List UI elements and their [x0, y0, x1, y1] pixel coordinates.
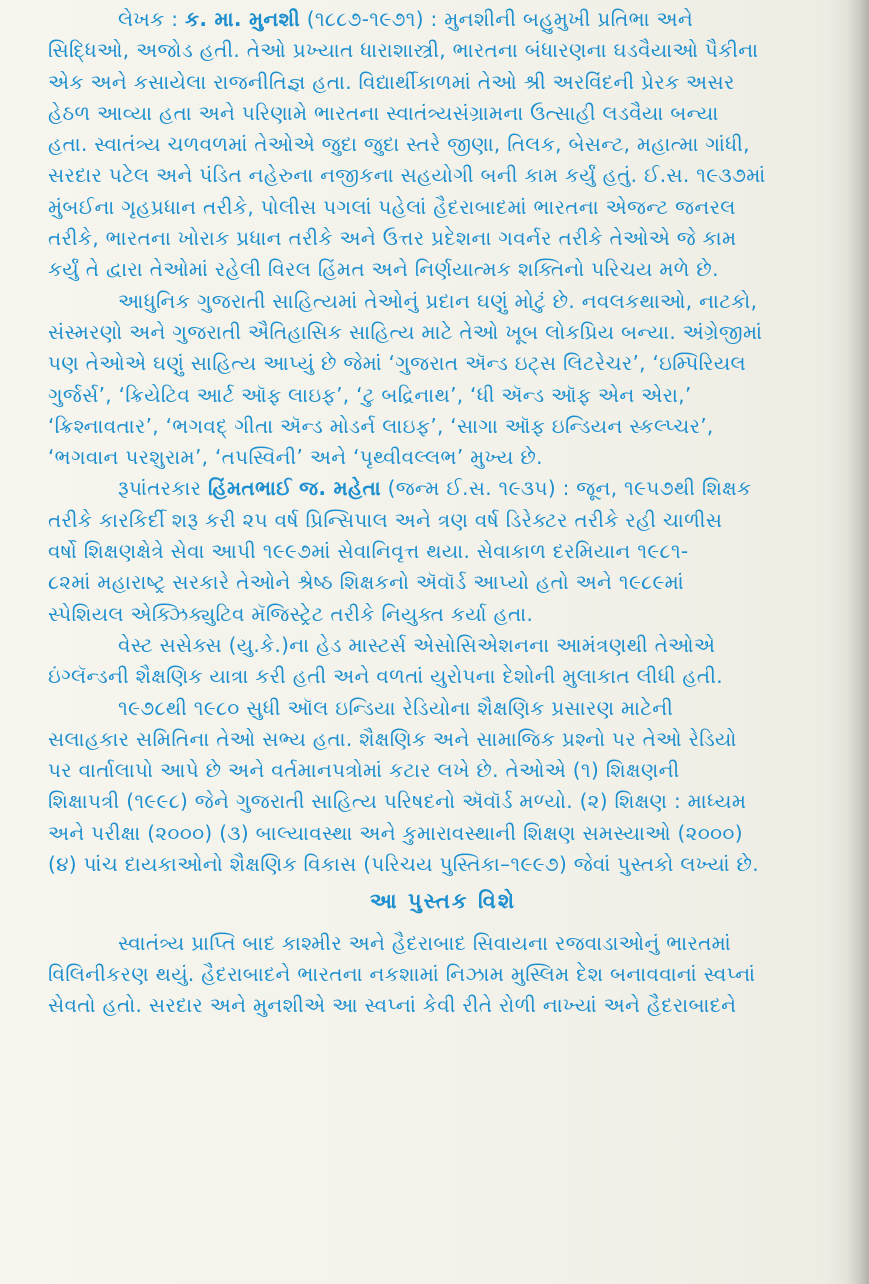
translator-label: રૂપાંતરકાર [118, 476, 208, 501]
translator-line: ૮૨માં મહારાષ્ટ્ર સરકારે તેઓને શ્રેષ્ઠ શિક્ષકનો ઍવૉર્ડ આપ્યો હતો અને ૧૯૮૯માં [48, 570, 684, 595]
translator-text: (જન્મ ઈ.સ. ૧૯૩૫) : જૂન, ૧૯૫૭થી શિક્ષક [380, 476, 752, 501]
literature-line: પણ તેઓએ ઘણું સાહિત્ય આપ્યું છે જેમાં ‘ગુજરાત ઍન્ડ ઇટ્સ લિટરેચર’, ‘ઇમ્પિરિયલ [48, 351, 746, 376]
travel-line: (૪) પાંચ દાયકાઓનો શૈક્ષણિક વિકાસ (પરિચય પુસ્તિકા–૧૯૯૭) જેવાં પુસ્તકો લખ્યાં છે. [48, 852, 759, 877]
travel-line: ૧૯૭૮થી ૧૯૮૦ સુધી ઑલ ઇન્ડિયા રેડિયોના શૈક્ષણિક પ્રસારણ માટેની [118, 695, 674, 720]
translator-line-0 [48, 473, 838, 504]
travel-line: ઇંગ્લૅન્ડની શૈક્ષણિક યાત્રા કરી હતી અને વળતાં યુરોપના દેશોની મુલાકાત લીધી હતી. [48, 664, 723, 689]
author-line: મુંબઈના ગૃહપ્રધાન તરીકે, પોલીસ પગલાં પહેલાં હૈદરાબાદમાં ભારતના એજન્ટ જનરલ [48, 194, 736, 219]
travel-line: સલાહકાર સમિતિના તેઓ સભ્ય હતા. શૈક્ષણિક અને સામાજિક પ્રશ્નો પર તેઓ રેડિયો [48, 726, 737, 751]
author-line: સરદાર પટેલ અને પંડિત નહેરુના નજીકના સહયોગી બની કામ કર્યું હતું. ઈ.સ. ૧૯૩૭માં [48, 163, 766, 188]
translator-line: સ્પેશિયલ એક્ઝિક્યુટિવ મૅજિસ્ટ્રેટ તરીકે નિયુક્ત કર્યા હતા. [48, 601, 534, 626]
literature-line: આધુનિક ગુજરાતી સાહિત્યમાં તેઓનું પ્રદાન ઘણું મોટું છે. નવલકથાઓ, નાટકો, [118, 288, 758, 313]
travel-line: વેસ્ટ સસેક્સ (યુ.કે.)ના હેડ માસ્ટર્સ એસોસિએશનના આમંત્રણથી તેઓએ [118, 632, 716, 657]
author-line: કર્યું તે દ્વારા તેઓમાં રહેલી વિરલ હિંમત અને નિર્ણયાત્મક શક્તિનો પરિચય મળે છે. [48, 257, 719, 282]
literature-line: સંસ્મરણો અને ગુજરાતી ઐતિહાસિક સાહિત્ય માટે તેઓ ખૂબ લોકપ્રિય બન્યા. અંગ્રેજીમાં [48, 319, 763, 344]
author-name: ક. મા. મુનશી [184, 7, 301, 31]
page-edge-shadow [847, 0, 869, 1284]
translator-line: તરીકે કારકિર્દી શરૂ કરી ૨૫ વર્ષ પ્રિન્સિપાલ અને ત્રણ વર્ષ ડિરેક્ટર તરીકે રહી ચાળીસ [48, 507, 723, 532]
literature-line: ગુર્જર્સ’, ‘ક્રિયેટિવ આર્ટ ઑફ લાઇફ’, ‘ટુ બદ્રિનાથ’, ‘ધી ઍન્ડ ઑફ એન એરા,’ [48, 382, 692, 407]
about-line: વિલિનીકરણ થયું. હૈદરાબાદને ભારતના નકશામાં નિઝામ મુસ્લિમ દેશ બનાવવાનાં સ્વપ્નાં [48, 961, 756, 986]
author-line: એક અને કસાયેલા રાજનીતિજ્ઞ હતા. વિદ્યાર્થીકાળમાં તેઓ શ્રી અરવિંદની પ્રેરક અસર [48, 69, 735, 94]
author-line: હેઠળ આવ્યા હતા અને પરિણામે ભારતના સ્વાતંત્ર્યસંગ્રામના ઉત્સાહી લડવૈયા બન્યા [48, 100, 719, 125]
author-line-0 [48, 4, 838, 35]
author-line: સિદ્ધિઓ, અજોડ હતી. તેઓ પ્રખ્યાત ધારાશાસ્ત્રી, ભારતના બંધારણના ઘડવૈયાઓ પૈકીના [48, 38, 759, 63]
about-book-heading: આ પુસ્તક વિશે [369, 889, 517, 914]
translator-line: વર્ષો શિક્ષણક્ષેત્રે સેવા આપી ૧૯૯૭માં સેવાનિવૃત્ત થયા. સેવાકાળ દરમિયાન ૧૯૮૧- [48, 539, 689, 564]
about-line: સ્વાતંત્ર્ય પ્રાપ્તિ બાદ કાશ્મીર અને હૈદરાબાદ સિવાયના રજવાડાઓનું ભારતમાં [118, 930, 731, 955]
back-cover-text [48, 4, 838, 1022]
travel-line: અને પરીક્ષા (૨૦૦૦) (૩) બાલ્યાવસ્થા અને કુમારાવસ્થાની શિક્ષણ સમસ્યાઓ (૨૦૦૦) [48, 820, 743, 845]
translator-name: હિંમતભાઈ જ. મહેતા [207, 476, 381, 501]
travel-line: પર વાર્તાલાપો આપે છે અને વર્તમાનપત્રોમાં કટાર લખે છે. તેઓએ (૧) શિક્ષણની [48, 758, 680, 783]
author-line: હતા. સ્વાતંત્ર્ય ચળવળમાં તેઓએ જુદા જુદા સ્તરે જીણા, તિલક, બેસન્ટ, મહાત્મા ગાંધી, [48, 132, 750, 157]
travel-line: શિક્ષાપત્રી (૧૯૯૮) જેને ગુજરાતી સાહિત્ય પરિષદનો ઍવૉર્ડ મળ્યો. (૨) શિક્ષણ : માધ્યમ [48, 789, 747, 814]
literature-line: ‘ક્રિશ્નાવતાર’, ‘ભગવદ્ ગીતા ઍન્ડ મોડર્ન લાઇફ’, ‘સાગા ઑફ ઇન્ડિયન સ્કલ્પ્ચર’, [48, 413, 714, 438]
literature-line: ‘ભગવાન પરશુરામ’, ‘તપસ્વિની’ અને ‘પૃથ્વીવલ્લભ’ મુખ્ય છે. [48, 445, 543, 470]
about-line: સેવતો હતો. સરદાર અને મુનશીએ આ સ્વપ્નાં કેવી રીતે રોળી નાખ્યાં અને હૈદરાબાદને [48, 993, 737, 1018]
author-line: તરીકે, ભારતના ખોરાક પ્રધાન તરીકે અને ઉત્તર પ્રદેશના ગવર્નર તરીકે તેઓએ જે કામ [48, 226, 737, 251]
author-label: લેખક : [118, 7, 185, 31]
author-text: (૧૮૮૭-૧૯૭૧) : મુનશીની બહુમુખી પ્રતિભા અને [300, 7, 694, 31]
